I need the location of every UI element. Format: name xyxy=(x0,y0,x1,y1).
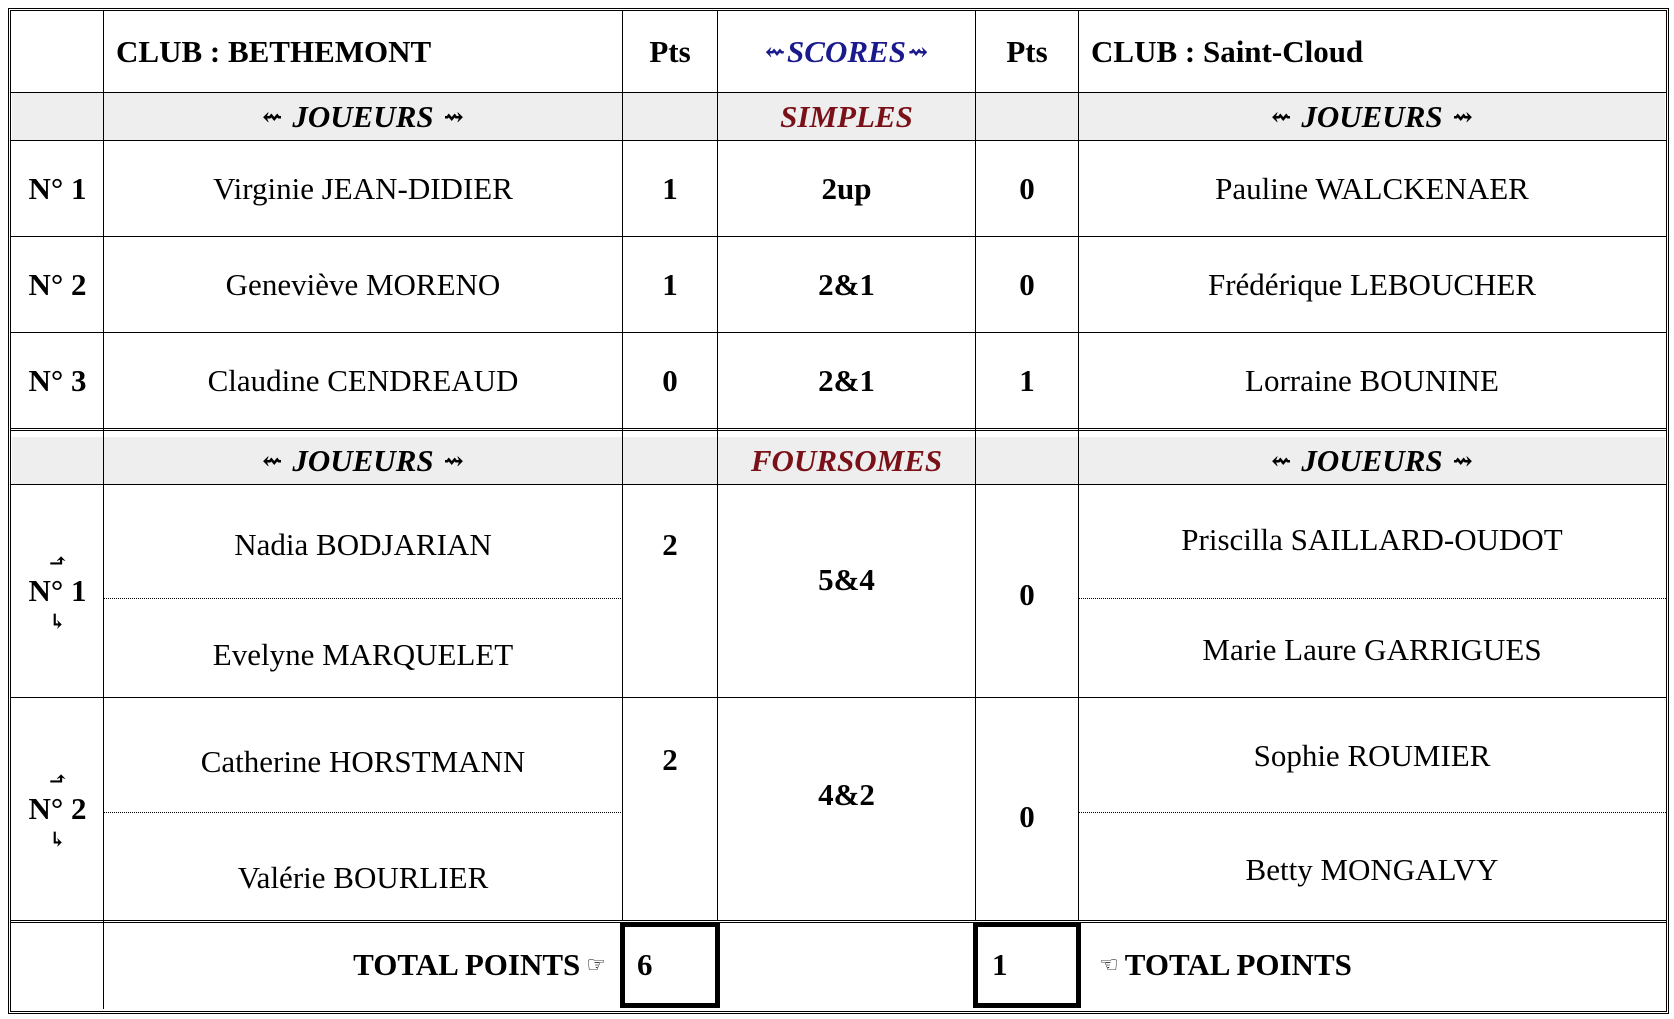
match-number: N° 1 xyxy=(28,170,87,206)
player-left: Claudine CENDREAUD xyxy=(207,362,519,398)
arrow-up-right-icon: ⬏ xyxy=(49,768,66,790)
player-left-b: Valérie BOURLIER xyxy=(237,860,489,895)
pts-left-header: Pts xyxy=(649,34,691,69)
joueurs-left-simples: ⇜ JOUEURS ⇝ xyxy=(262,98,464,134)
player-right-a: Priscilla SAILLARD-OUDOT xyxy=(1181,522,1563,557)
pts-right-header: Pts xyxy=(1006,34,1048,69)
player-left: Geneviève MORENO xyxy=(225,266,501,302)
joueurs-left-foursomes: ⇜ JOUEURS ⇝ xyxy=(262,442,464,478)
match-score: 2up xyxy=(821,170,872,206)
match-number-cell xyxy=(12,485,103,697)
player-right-b: Betty MONGALVY xyxy=(1245,852,1499,887)
player-right-a: Sophie ROUMIER xyxy=(1253,738,1491,773)
points-right: 0 xyxy=(1019,799,1035,834)
arrow-right-icon: ⇝ xyxy=(907,40,929,66)
match-number: N° 2 xyxy=(28,266,87,302)
club-left-header: CLUB : BETHEMONT xyxy=(116,34,432,69)
foursomes-label: FOURSOMES xyxy=(750,442,943,478)
match-number: N° 3 xyxy=(28,362,87,398)
joueurs-right-simples: ⇜ JOUEURS ⇝ xyxy=(1271,98,1473,134)
points-left: 1 xyxy=(662,266,678,302)
match-score: 5&4 xyxy=(818,562,875,597)
arrow-left-icon: ⇜ xyxy=(1271,104,1292,131)
arrow-right-icon: ⇝ xyxy=(1452,448,1473,475)
points-left: 1 xyxy=(662,170,678,206)
match-number-cell xyxy=(12,698,103,920)
scores-header: ⇜ SCORES ⇝ xyxy=(764,34,929,69)
hand-pointing-left-icon: ☜ xyxy=(1099,952,1119,977)
match-score: 2&1 xyxy=(818,362,875,398)
arrow-left-icon: ⇜ xyxy=(1271,448,1292,475)
match-score: 2&1 xyxy=(818,266,875,302)
player-left-a: Catherine HORSTMANN xyxy=(200,744,526,779)
points-left: 2 xyxy=(662,527,678,562)
player-left-a: Nadia BODJARIAN xyxy=(234,527,492,562)
match-score: 4&2 xyxy=(818,777,875,812)
arrow-down-right-icon: ↳ xyxy=(49,611,66,633)
points-right: 0 xyxy=(1019,170,1035,206)
arrow-down-right-icon: ↳ xyxy=(49,829,66,851)
points-right: 0 xyxy=(1019,577,1035,612)
player-right-b: Marie Laure GARRIGUES xyxy=(1202,632,1542,667)
arrow-left-icon: ⇜ xyxy=(262,104,283,131)
joueurs-right-foursomes: ⇜ JOUEURS ⇝ xyxy=(1271,442,1473,478)
match-number: N° 2 xyxy=(28,791,87,826)
player-right: Frédérique LEBOUCHER xyxy=(1207,266,1537,302)
total-right-value: 1 xyxy=(992,947,1008,982)
arrow-up-right-icon: ⬏ xyxy=(49,550,66,572)
simples-label: SIMPLES xyxy=(780,98,913,134)
player-left: Virginie JEAN-DIDIER xyxy=(213,170,513,206)
points-left: 2 xyxy=(662,742,678,777)
arrow-right-icon: ⇝ xyxy=(443,448,464,475)
arrow-right-icon: ⇝ xyxy=(443,104,464,131)
player-left-b: Evelyne MARQUELET xyxy=(212,637,514,672)
total-left-value: 6 xyxy=(637,947,653,982)
arrow-right-icon: ⇝ xyxy=(1452,104,1473,131)
arrow-left-icon: ⇜ xyxy=(764,40,786,66)
points-left: 0 xyxy=(662,362,678,398)
total-left: TOTAL POINTS ☞ xyxy=(353,947,606,982)
total-right: ☜ TOTAL POINTS xyxy=(1099,947,1352,982)
hand-pointing-right-icon: ☞ xyxy=(586,952,606,977)
player-right: Pauline WALCKENAER xyxy=(1215,170,1529,206)
club-right-header: CLUB : Saint-Cloud xyxy=(1091,34,1364,69)
arrow-left-icon: ⇜ xyxy=(262,448,283,475)
points-right: 0 xyxy=(1019,266,1035,302)
player-right: Lorraine BOUNINE xyxy=(1245,362,1499,398)
points-right: 1 xyxy=(1019,362,1035,398)
match-number: N° 1 xyxy=(28,573,87,608)
